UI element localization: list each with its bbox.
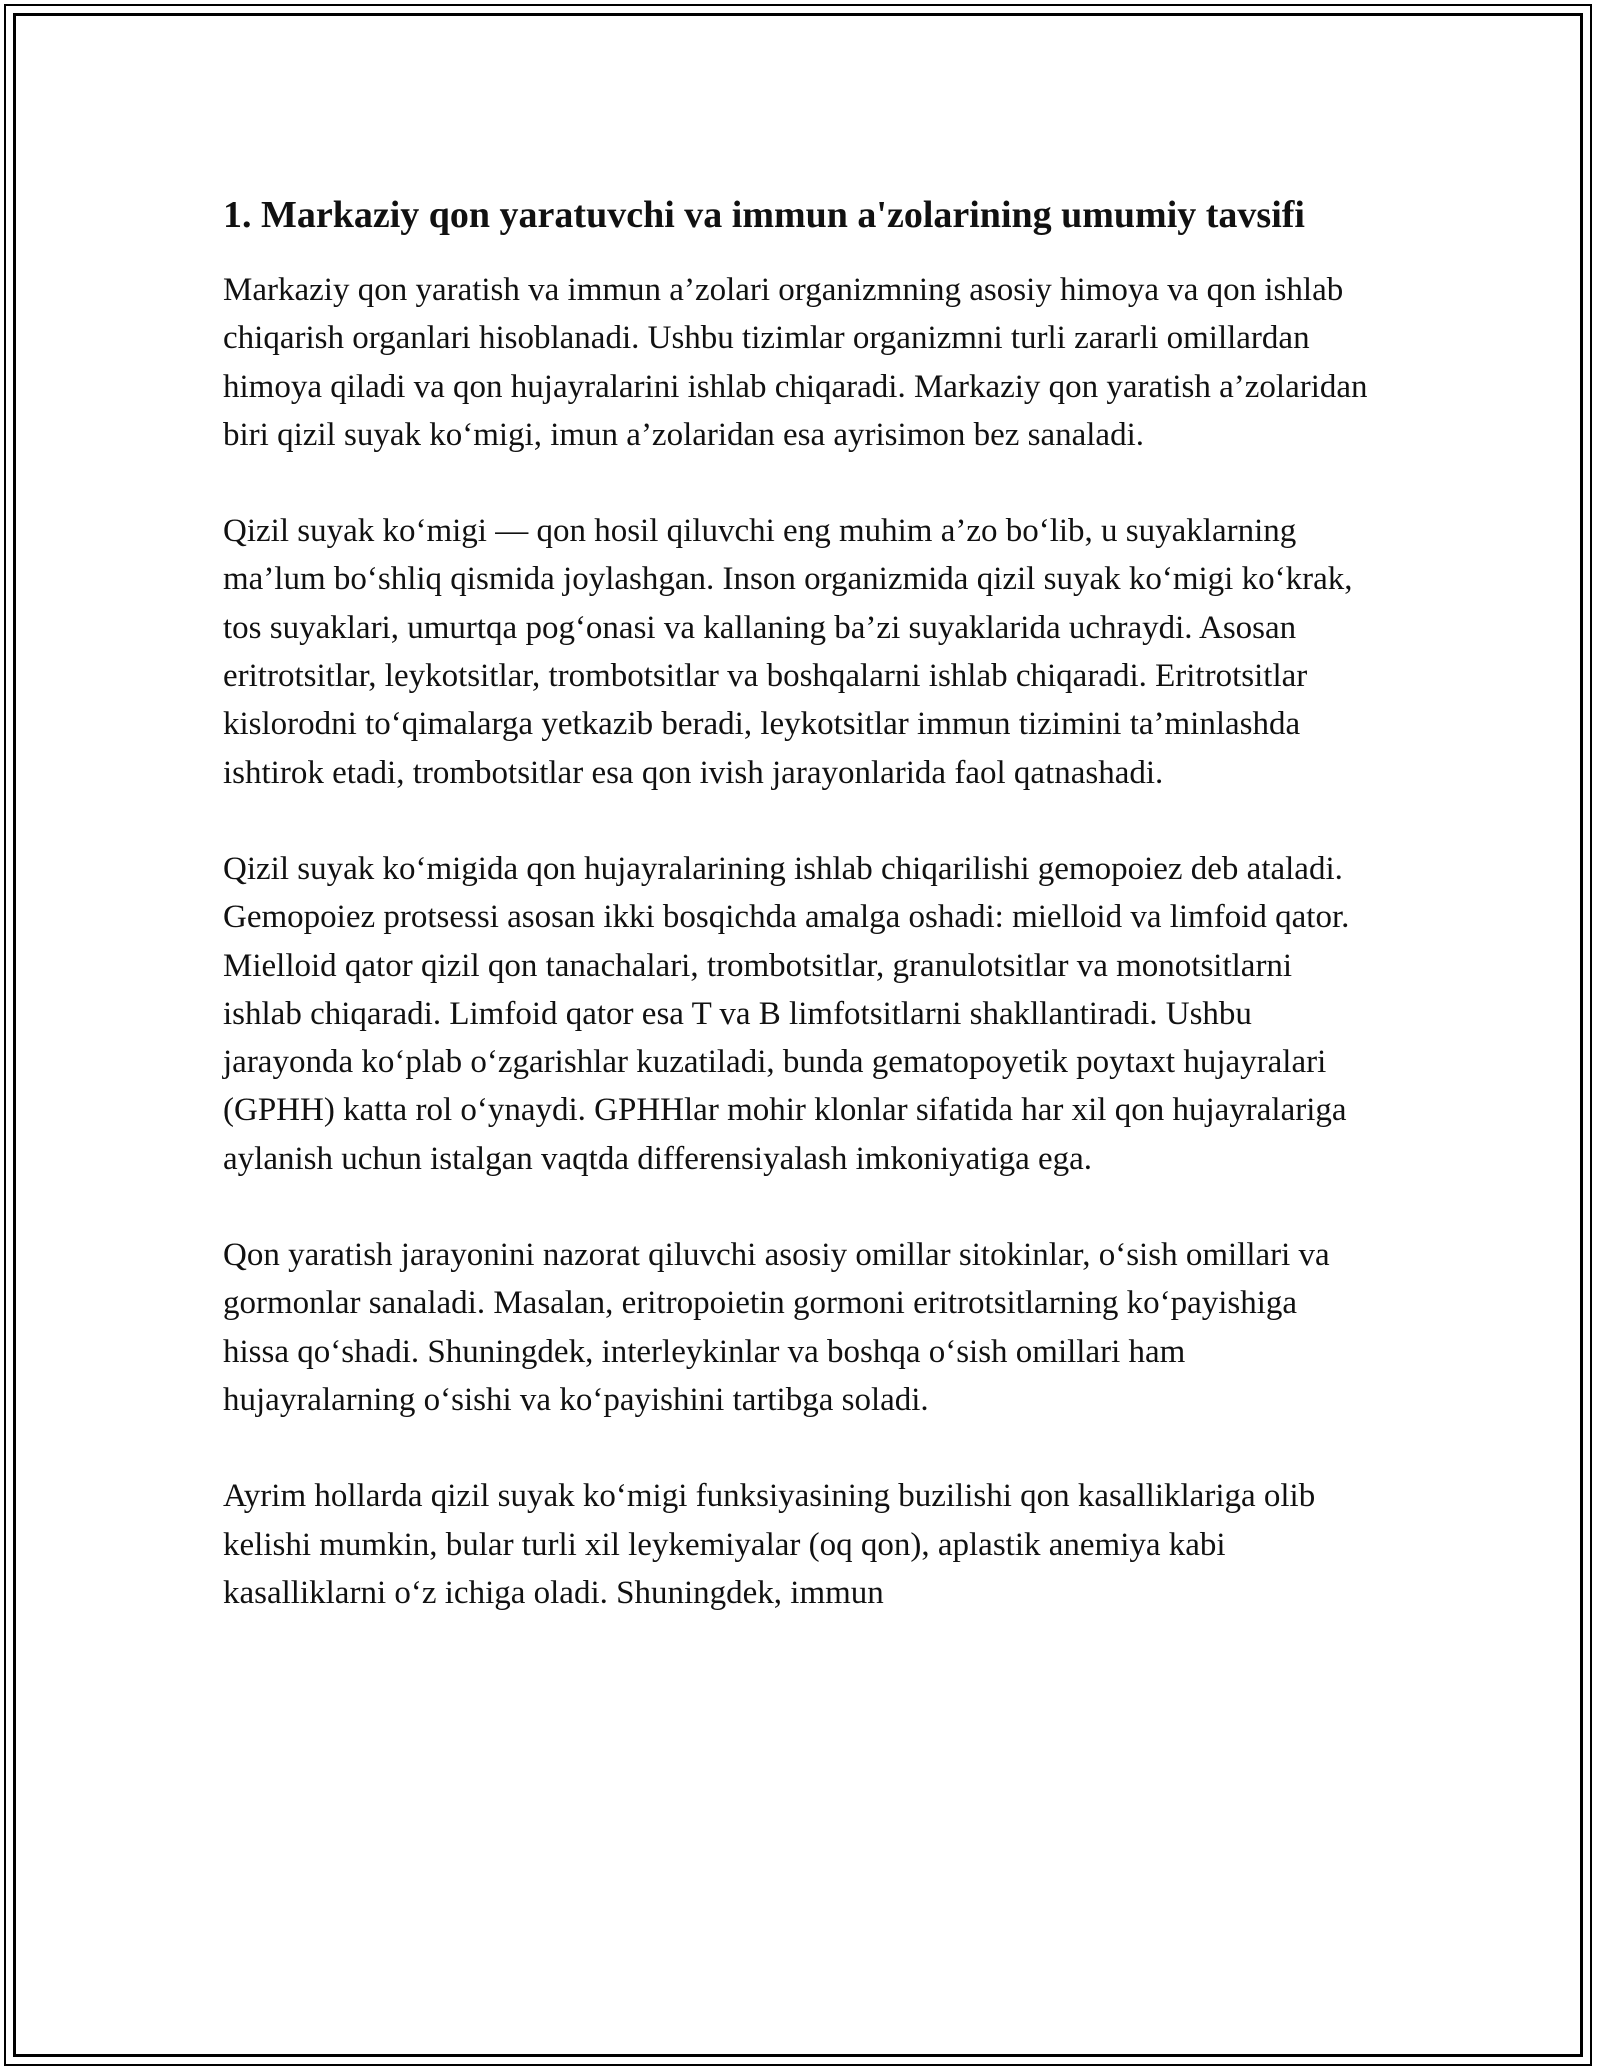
paragraph-4: Qon yaratish jarayonini nazorat qiluvchi asosiy omillar sitokinlar, o‘sish omillari va gormonlar sanaladi. Masalan, eritropoietin gormoni eritrotsitlarning ko‘payishiga hissa qo‘shadi. Shuningdek, interleykinlar va boshqa o‘sish omillari ham hujayralarning o‘sishi va ko‘payishini tartibga soladi. [223,1237,1330,1418]
paragraph-2: Qizil suyak ko‘migi — qon hosil qiluvchi eng muhim a’zo bo‘lib, u suyaklarning ma’lum bo‘shliq qismida joylashgan. Inson organizmida qizil suyak ko‘migi ko‘krak, tos suyaklari, umurtqa pog‘onasi va kallaning ba’zi suyaklarida uchraydi. Asosan eritrotsitlar, leykotsitlar, trombotsitlar va boshqalarni ishlab chiqaradi. Eritrotsitlar kislorodni to‘qimalarga yetkazib beradi, leykotsitlar immun tizimini ta’minlashda ishtirok etadi, trombotsitlar esa qon ivish jarayonlarida faol qatnashadi. [223,513,1353,791]
section-heading: 1. Markaziy qon yaratuvchi va immun a'zolarining umumiy tavsifi [223,194,1305,236]
paragraph-1: Markaziy qon yaratish va immun a’zolari organizmning asosiy himoya va qon ishlab chiqarish organlari hisoblanadi. Ushbu tizimlar organizmni turli zararli omillardan himoya qiladi va qon hujayralarini ishlab chiqaradi. Markaziy qon yaratish a’zolaridan biri qizil suyak ko‘migi, imun a’zolaridan esa ayrisimon bez sanaladi. [223,272,1368,453]
paragraph-5: Ayrim hollarda qizil suyak ko‘migi funksiyasining buzilishi qon kasalliklariga olib kelishi mumkin, bular turli xil leykemiyalar (oq qon), aplastik anemiya kabi kasalliklarni o‘z ichiga oladi. Shuningdek, immun [223,1478,1316,1611]
paragraph-3: Qizil suyak ko‘migida qon hujayralarining ishlab chiqarilishi gemopoiez deb ataladi. Gemopoiez protsessi asosan ikki bosqichda amalga oshadi: mielloid va limfoid qator. Mielloid qator qizil qon tanachalari, trombotsitlar, granulotsitlar va monotsitlarni ishlab chiqaradi. Limfoid qator esa T va B limfotsitlarni shakllantiradi. Ushbu jarayonda ko‘plab o‘zgarishlar kuzatiladi, bunda gematopoyetik poytaxt hujayralari (GPHH) katta rol o‘ynaydi. GPHHlar mohir klonlar sifatida har xil qon hujayralariga aylanish uchun istalgan vaqtda differensiyalash imkoniyatiga ega. [223,850,1350,1177]
document-body [223,188,1373,1617]
